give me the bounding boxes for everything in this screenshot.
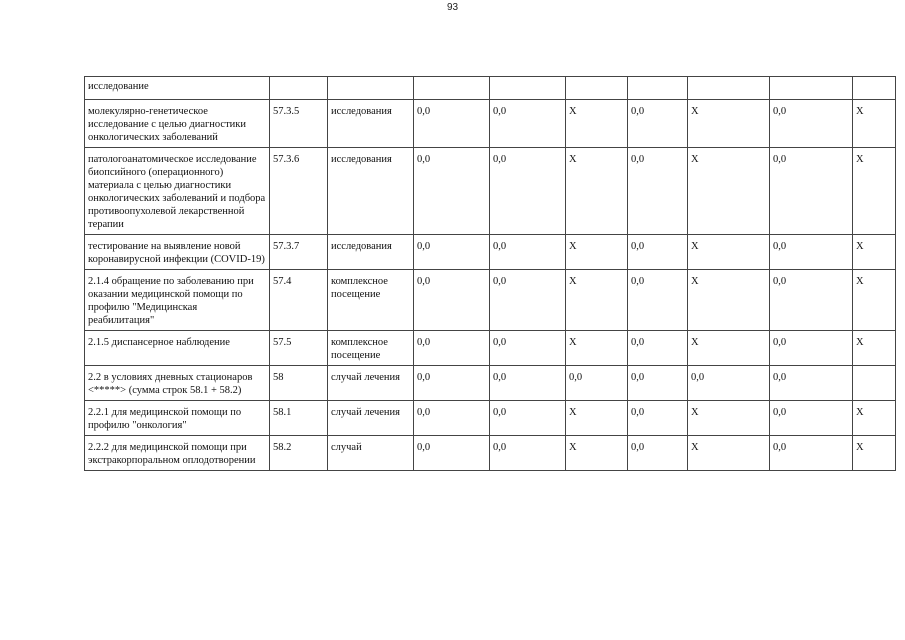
value-cell: 0,0 [414, 235, 490, 270]
value-cell: 0,0 [628, 235, 688, 270]
mark-cell: X [853, 436, 896, 471]
value-cell [414, 77, 490, 100]
mark-cell: X [688, 436, 770, 471]
mark-cell: X [566, 401, 628, 436]
mark-cell: X [853, 148, 896, 235]
value-cell: 0,0 [490, 331, 566, 366]
value-cell: 0,0 [490, 100, 566, 148]
mark-cell: X [853, 100, 896, 148]
unit-cell: исследования [328, 100, 414, 148]
mark-cell: X [688, 235, 770, 270]
mark-cell: X [688, 100, 770, 148]
unit-cell: исследования [328, 148, 414, 235]
mark-cell: X [853, 235, 896, 270]
mark-cell: 0,0 [566, 366, 628, 401]
value-cell [628, 77, 688, 100]
name-cell: 2.2 в условиях дневных стационаров <*****> (сумма строк 58.1 + 58.2) [85, 366, 270, 401]
value-cell: 0,0 [628, 270, 688, 331]
mark-cell: X [566, 270, 628, 331]
value-cell: 0,0 [414, 401, 490, 436]
value-cell: 0,0 [490, 148, 566, 235]
code-cell [270, 77, 328, 100]
name-cell: тестирование на выявление новой коронавирусной инфекции (COVID-19) [85, 235, 270, 270]
unit-cell: исследования [328, 235, 414, 270]
mark-cell: X [566, 235, 628, 270]
value-cell: 0,0 [628, 436, 688, 471]
name-cell: 2.1.5 диспансерное наблюдение [85, 331, 270, 366]
value-cell: 0,0 [490, 436, 566, 471]
value-cell: 0,0 [414, 100, 490, 148]
unit-cell: комплексное посещение [328, 331, 414, 366]
code-cell: 58.2 [270, 436, 328, 471]
value-cell: 0,0 [490, 366, 566, 401]
name-cell: 2.2.2 для медицинской помощи при экстракорпоральном оплодотворении [85, 436, 270, 471]
code-cell: 57.3.6 [270, 148, 328, 235]
code-cell: 58.1 [270, 401, 328, 436]
code-cell: 57.5 [270, 331, 328, 366]
value-cell: 0,0 [770, 401, 853, 436]
value-cell [490, 77, 566, 100]
mark-cell: X [566, 148, 628, 235]
value-cell: 0,0 [770, 148, 853, 235]
value-cell: 0,0 [414, 148, 490, 235]
mark-cell: X [853, 331, 896, 366]
mark-cell: X [688, 270, 770, 331]
mark-cell: X [566, 331, 628, 366]
mark-cell: X [566, 436, 628, 471]
unit-cell: случай лечения [328, 366, 414, 401]
table-row [85, 366, 896, 401]
table-row [85, 148, 896, 235]
value-cell: 0,0 [628, 148, 688, 235]
code-cell: 57.4 [270, 270, 328, 331]
mark-cell: 0,0 [688, 366, 770, 401]
table-row [85, 270, 896, 331]
code-cell: 57.3.5 [270, 100, 328, 148]
table-row [85, 235, 896, 270]
value-cell: 0,0 [770, 366, 853, 401]
table-row [85, 77, 896, 100]
mark-cell: X [853, 270, 896, 331]
code-cell: 57.3.7 [270, 235, 328, 270]
value-cell: 0,0 [770, 100, 853, 148]
value-cell: 0,0 [414, 436, 490, 471]
value-cell: 0,0 [770, 270, 853, 331]
code-cell: 58 [270, 366, 328, 401]
value-cell: 0,0 [414, 270, 490, 331]
value-cell: 0,0 [770, 436, 853, 471]
mark-cell [853, 366, 896, 401]
value-cell: 0,0 [490, 270, 566, 331]
mark-cell: X [853, 401, 896, 436]
value-cell [770, 77, 853, 100]
value-cell: 0,0 [770, 331, 853, 366]
table-body [85, 77, 896, 471]
mark-cell [688, 77, 770, 100]
value-cell: 0,0 [628, 366, 688, 401]
table-row [85, 401, 896, 436]
unit-cell: случай лечения [328, 401, 414, 436]
unit-cell: комплексное посещение [328, 270, 414, 331]
table-row [85, 436, 896, 471]
value-cell: 0,0 [490, 401, 566, 436]
mark-cell: X [688, 148, 770, 235]
mark-cell: X [688, 331, 770, 366]
unit-cell: случай [328, 436, 414, 471]
value-cell: 0,0 [628, 100, 688, 148]
value-cell: 0,0 [414, 366, 490, 401]
value-cell: 0,0 [770, 235, 853, 270]
mark-cell [853, 77, 896, 100]
table-row [85, 331, 896, 366]
name-cell: 2.1.4 обращение по заболеванию при оказании медицинской помощи по профилю "Медицинская реабилитация" [85, 270, 270, 331]
name-cell: исследование [85, 77, 270, 100]
page-number: 93 [446, 2, 459, 13]
value-cell: 0,0 [490, 235, 566, 270]
data-table [84, 76, 896, 471]
table-row [85, 100, 896, 148]
mark-cell: X [688, 401, 770, 436]
value-cell: 0,0 [414, 331, 490, 366]
mark-cell: X [566, 100, 628, 148]
value-cell: 0,0 [628, 331, 688, 366]
mark-cell [566, 77, 628, 100]
name-cell: 2.2.1 для медицинской помощи по профилю "онкология" [85, 401, 270, 436]
name-cell: молекулярно-генетическое исследование с целью диагностики онкологических заболеваний [85, 100, 270, 148]
unit-cell [328, 77, 414, 100]
name-cell: патологоанатомическое исследование биопсийного (операционного) материала с целью диагностики онкологических заболеваний и подбора противоопухолевой лекарственной терапии [85, 148, 270, 235]
value-cell: 0,0 [628, 401, 688, 436]
